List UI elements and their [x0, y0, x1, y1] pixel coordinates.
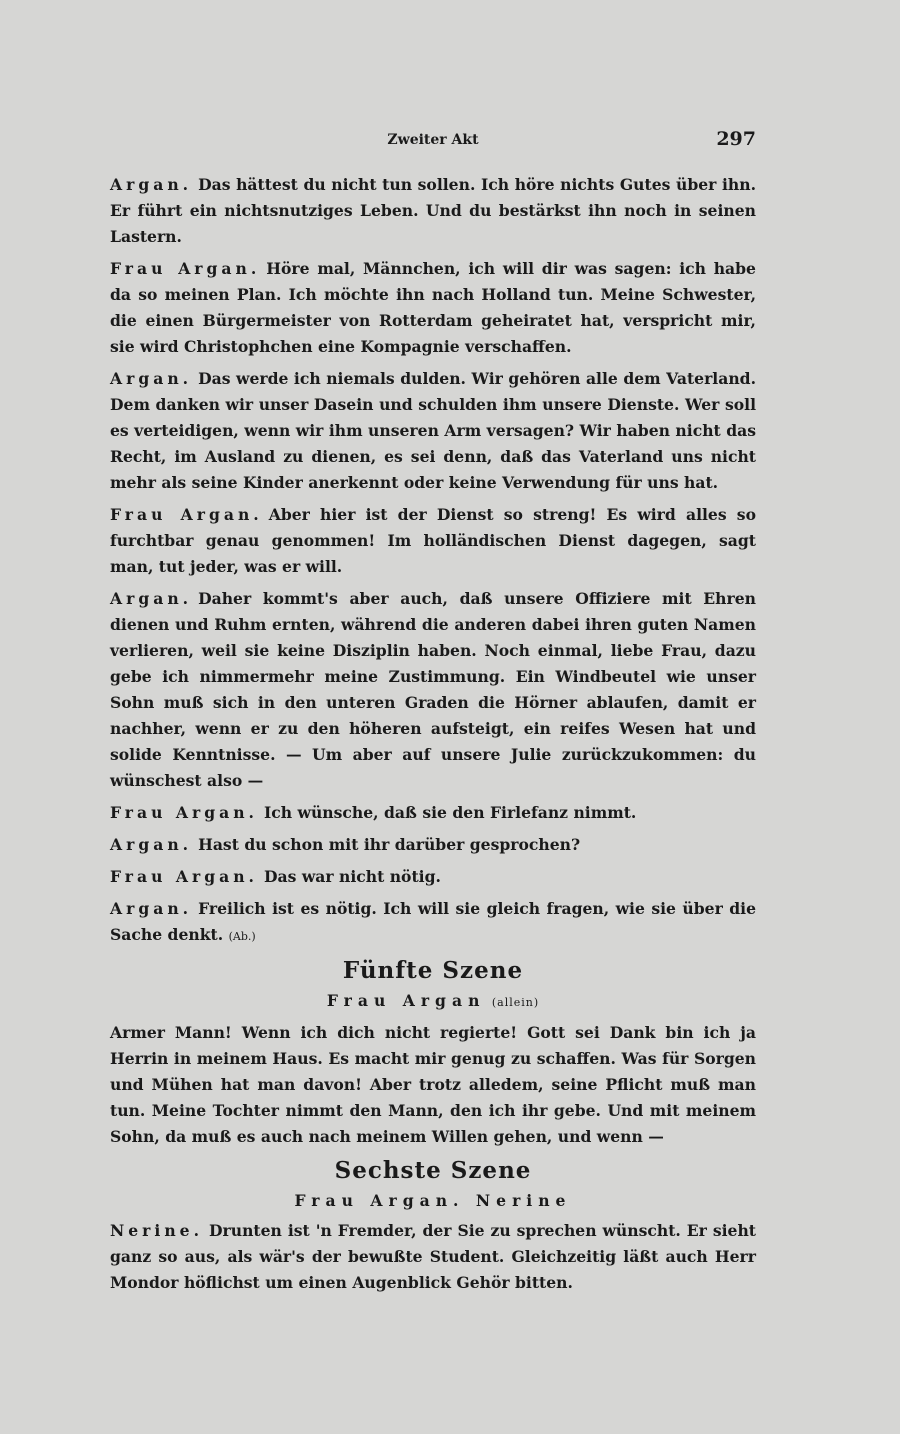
speaker-name: Frau Argan. — [110, 505, 263, 524]
body-text — [110, 172, 756, 1302]
running-head: Zweiter Akt — [387, 132, 479, 148]
speaker-name: Argan. — [110, 835, 193, 854]
dialogue-text: Hast du schon mit ihr darüber gesprochen? — [198, 835, 581, 854]
dialogue-paragraph — [110, 1218, 756, 1296]
speaker-name: Frau Argan. — [110, 867, 258, 886]
dialogue-text: Das werde ich niemals dulden. Wir gehören alle dem Vaterland. Dem danken wir unser Dasein und schulden ihm unsere Dienste. Wer soll es verteidigen, wenn wir ihm unseren Arm versagen? Wir haben nicht das Recht, im Ausland zu dienen, es sei denn, daß das Vaterland uns nicht mehr als seine Kinder anerkennt oder keine Verwendung für uns hat. — [110, 369, 756, 492]
speaker-name: Argan. — [110, 589, 193, 608]
dialogue-paragraph — [110, 800, 756, 826]
scene-cast — [110, 1188, 756, 1214]
speaker-name: Argan. — [110, 175, 193, 194]
dialogue-paragraph — [110, 172, 756, 250]
dialogue-paragraph — [110, 256, 756, 360]
speaker-name: Frau Argan. — [110, 803, 258, 822]
scene-cast — [110, 988, 756, 1016]
dialogue-paragraph — [110, 502, 756, 580]
dialogue-text: Freilich ist es nötig. Ich will sie gleich fragen, wie sie über die Sache denkt. — [110, 899, 756, 944]
cast-name: Frau Argan — [326, 991, 486, 1010]
dialogue-paragraph — [110, 896, 756, 950]
dialogue-paragraph — [110, 864, 756, 890]
dialogue-text: Das hättest du nicht tun sollen. Ich höre nichts Gutes über ihn. Er führt ein nichtsnutziges Leben. Und du bestärkst ihn noch in seinen Lastern. — [110, 175, 756, 246]
dialogue-paragraph — [110, 586, 756, 794]
dialogue-text: Daher kommt's aber auch, daß unsere Offiziere mit Ehren dienen und Ruhm ernten, während die anderen dabei ihren guten Namen verlieren, weil sie keine Disziplin haben. Noch einmal, liebe Frau, dazu gebe ich nimmermehr meine Zustimmung. Ein Windbeutel wie unser Sohn muß sich in den unteren Graden die Hörner ablaufen, damit er nachher, wenn er zu den höheren aufsteigt, ein reifes Wesen hat und solide Kenntnisse. — Um aber auf unsere Julie zurückzukommen: du wünschest also — — [110, 589, 756, 790]
speaker-name: Nerine. — [110, 1221, 204, 1240]
dialogue-text: Ich wünsche, daß sie den Firlefanz nimmt. — [263, 803, 637, 822]
speaker-name: Argan. — [110, 369, 193, 388]
dialogue-text: Aber hier ist der Dienst so streng! Es wird alles so furchtbar genau genommen! Im holländischen Dienst dagegen, sagt man, tut jeder, was er will. — [110, 505, 756, 576]
dialogue-text: Drunten ist 'n Fremder, der Sie zu sprechen wünscht. Er sieht ganz so aus, als wär's der bewußte Student. Gleichzeitig läßt auch Herr Mondor höflichst um einen Augenblick Gehör bitten. — [110, 1221, 756, 1292]
stage-direction: (allein) — [491, 996, 540, 1009]
dialogue-paragraph — [110, 366, 756, 496]
page-number: 297 — [716, 128, 756, 150]
speaker-name: Argan. — [110, 899, 193, 918]
dialogue-paragraph — [110, 832, 756, 858]
speaker-name: Frau Argan. — [110, 259, 261, 278]
cast-name: Frau Argan. Nerine — [294, 1191, 572, 1210]
page-header — [110, 128, 756, 154]
dialogue-text: Das war nicht nötig. — [263, 867, 441, 886]
scene-heading: Sechste Szene — [334, 1157, 532, 1184]
stage-direction: (Ab.) — [228, 930, 256, 943]
dialogue-text: Höre mal, Männchen, ich will dir was sagen: ich habe da so meinen Plan. Ich möchte ihn nach Holland tun. Meine Schwester, die einen Bürgermeister von Rotterdam geheiratet hat, verspricht mir, sie wird Christophchen eine Kompagnie verschaffen. — [110, 259, 756, 356]
monologue-paragraph: Armer Mann! Wenn ich dich nicht regierte! Gott sei Dank bin ich ja Herrin in meinem Haus. Es macht mir genug zu schaffen. Was für Sorgen und Mühen hat man davon! Aber trotz alledem, seine Pflicht muß man tun. Meine Tochter nimmt den Mann, den ich ihr gebe. Und mit meinem Sohn, da muß es auch nach meinem Willen gehen, und wenn — — [110, 1023, 756, 1146]
scene-heading: Fünfte Szene — [342, 957, 524, 984]
